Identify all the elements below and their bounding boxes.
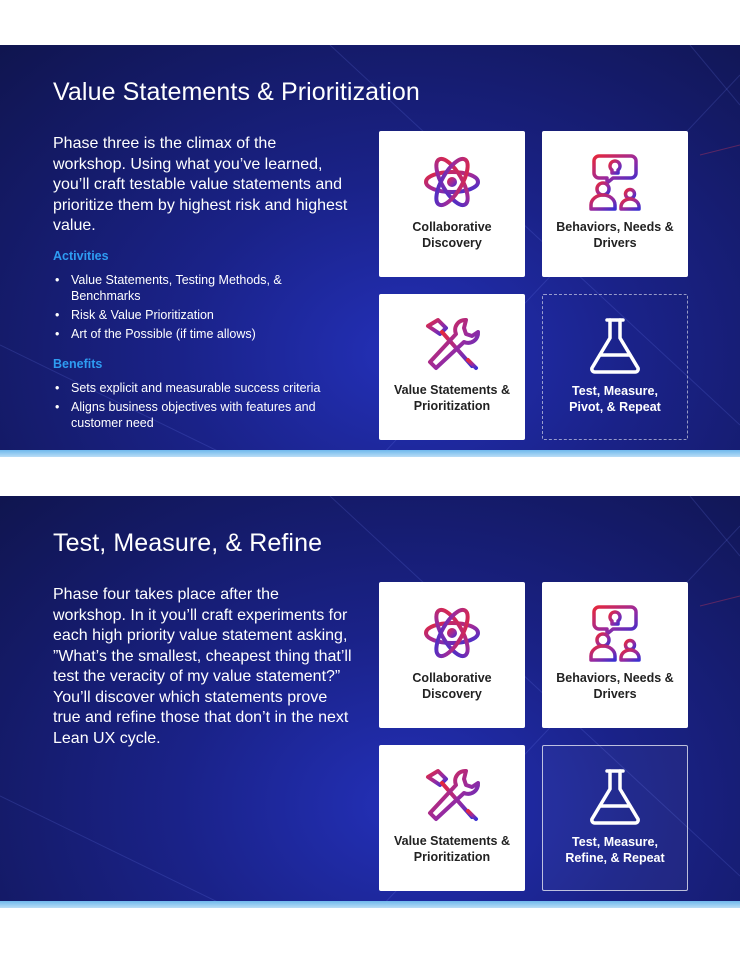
card-label: Behaviors, Needs & Drivers [556, 671, 674, 701]
card-behaviors-needs-drivers [542, 582, 688, 728]
card-label: Collaborative Discovery [412, 671, 492, 701]
page-title: Value Statements & Prioritization [53, 78, 420, 106]
list-item: • Aligns business objectives with features and customer need [55, 399, 355, 431]
intro-paragraph: Phase four takes place after the workshop. In it you’ll craft experiments for each high priority value statement asking, ”What’s the smallest, cheapest thing that’ll test the veracity of my value statement?” You’ll discover which statements prove true and refine those that don’t in the next Lean UX cycle. [53, 586, 352, 747]
card-value-statements [379, 294, 525, 440]
bottom-bar [0, 901, 740, 908]
bottom-bar [0, 450, 740, 457]
card-label: Test, Measure, Refine, & Repeat [565, 835, 665, 865]
card-collaborative-discovery [379, 582, 525, 728]
card-label: Collaborative Discovery [412, 220, 492, 250]
list-item: • Value Statements, Testing Methods, & Benchmarks [55, 272, 305, 304]
tools-icon [422, 767, 482, 825]
intro-paragraph: Phase three is the climax of the workshop. Using what you’ve learned, you’ll craft testable value statements and prioritize them by highest risk and highest value. [53, 135, 348, 234]
atom-icon [422, 153, 482, 211]
card-behaviors-needs-drivers [542, 131, 688, 277]
list-item: • Risk & Value Prioritization [55, 307, 355, 323]
flask-icon [585, 768, 645, 826]
list-item: • Art of the Possible (if time allows) [55, 326, 355, 342]
card-collaborative-discovery [379, 131, 525, 277]
list-item: • Sets explicit and measurable success criteria [55, 380, 355, 396]
card-value-statements [379, 745, 525, 891]
card-label: Value Statements & Prioritization [393, 383, 510, 413]
page-title: Test, Measure, & Refine [53, 529, 323, 557]
card-test-measure [542, 294, 688, 440]
user-ideas-icon [585, 604, 645, 662]
flask-icon [585, 317, 645, 375]
card-label: Behaviors, Needs & Drivers [556, 220, 674, 250]
activities-list [55, 272, 355, 345]
card-label: Value Statements & Prioritization [393, 834, 510, 864]
slide-test-measure-refine [0, 496, 740, 908]
activities-heading: Activities [53, 249, 109, 263]
slide-value-statements [0, 45, 740, 457]
atom-icon [422, 604, 482, 662]
tools-icon [422, 316, 482, 374]
user-ideas-icon [585, 153, 645, 211]
benefits-heading: Benefits [53, 357, 103, 371]
benefits-list [55, 380, 355, 434]
card-label: Test, Measure, Pivot, & Repeat [569, 384, 661, 414]
card-test-measure [542, 745, 688, 891]
